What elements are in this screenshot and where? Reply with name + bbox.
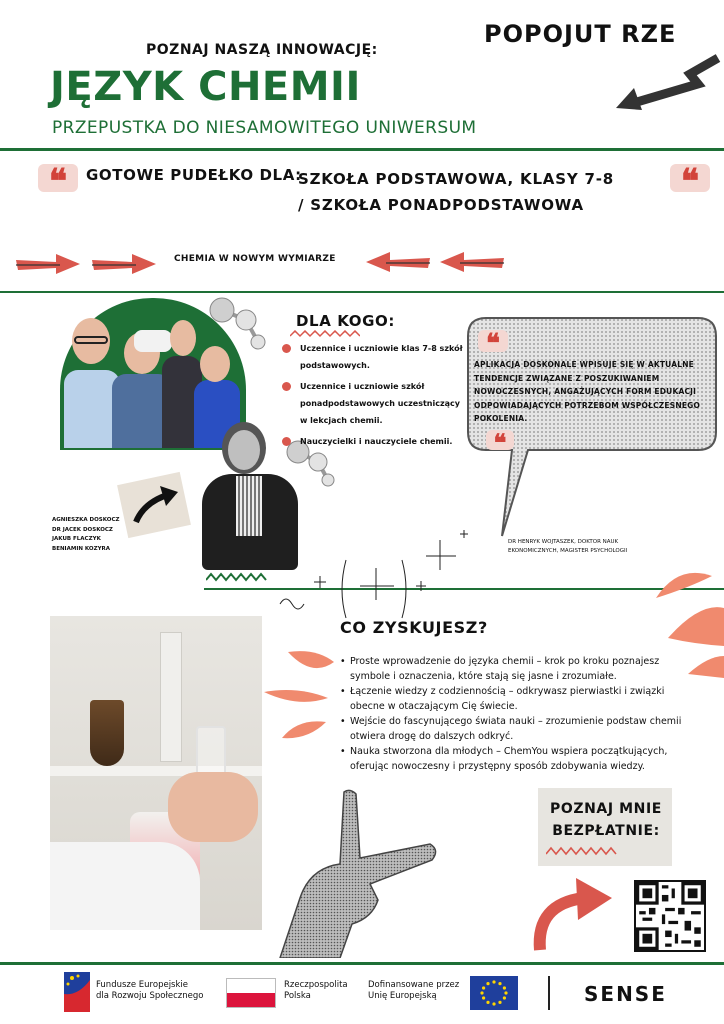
eu-funds-text bbox=[96, 980, 203, 1002]
audience-heading: DLA KOGO: bbox=[296, 312, 396, 330]
team-name: DR JACEK DOSKOCZ bbox=[52, 526, 113, 533]
eu-cofunded-line1: Dofinansowane przez bbox=[368, 980, 460, 990]
audience-list bbox=[282, 340, 466, 454]
decorative-shapes bbox=[264, 648, 336, 740]
sense-logo: SENSE bbox=[584, 982, 667, 1006]
brand-logo: POPOJUТ RZE bbox=[484, 20, 677, 48]
zigzag-arrow-icon bbox=[612, 50, 722, 112]
cta-line2: BEZPŁATNIE: bbox=[552, 823, 660, 839]
curved-arrow-icon bbox=[130, 482, 180, 528]
curved-arrow-icon bbox=[530, 870, 614, 954]
quote-close-icon: ❝ bbox=[486, 430, 514, 450]
quote-left-icon: ❝ bbox=[38, 164, 78, 192]
arrow-right-icon bbox=[16, 252, 80, 276]
page-title: JĘZYK CHEMII bbox=[50, 64, 361, 110]
squiggle-icon bbox=[290, 330, 360, 338]
page-subtitle: PRZEPUSTKA DO NIESAMOWITEGO UNIWERSUM bbox=[52, 118, 477, 138]
header-divider bbox=[0, 148, 724, 151]
poland-text bbox=[284, 980, 348, 1002]
expert-credit: DR HENRYK WOJTASZEK, DOKTOR NAUK EKONOMICZNYCH, MAGISTER PSYCHOLOGII bbox=[508, 539, 628, 554]
header-kicker: POZNAJ NASZĄ INNOWACJĘ: bbox=[146, 42, 378, 58]
benefit-item: • Wejście do fascynującego świata nauki – zrozumienie podstaw chemii otwiera drogę do dalszych odkryć. bbox=[340, 714, 686, 744]
poland-flag-icon bbox=[226, 978, 276, 1008]
team-name: AGNIESZKA DOSKOCZ bbox=[52, 517, 120, 523]
team-names bbox=[52, 516, 119, 554]
audience-item: Nauczycielki i nauczyciele chemii. bbox=[282, 433, 466, 450]
box-audience-line1: SZKOŁA PODSTAWOWA, KLASY 7-8 bbox=[298, 170, 614, 188]
expert-quote: APLIKACJA DOSKONALE WPISUJE SIĘ W AKTUALNE TENDENCJE ZWIĄZANE Z POSZUKIWANIEM NOWOCZESNYCH, ANGAŻUJĄCYCH FORM EDUKACJI ODPOWIADAJĄCYCH POTRZEBOM WSPÓŁCZESNEGO POKOLENIA. bbox=[474, 360, 701, 423]
footer-separator bbox=[548, 976, 550, 1010]
cta-line1: POZNAJ MNIE bbox=[550, 801, 662, 817]
team-name: BENIAMIN KOZYRA bbox=[52, 545, 111, 552]
benefits-list bbox=[340, 654, 686, 774]
box-audience bbox=[298, 166, 614, 218]
tagline: CHEMIA W NOWYM WYMIARZE bbox=[174, 254, 336, 264]
quote-right-icon: ❝ bbox=[670, 164, 710, 192]
cta-heading bbox=[546, 798, 666, 842]
molecule-icon bbox=[206, 292, 270, 350]
eu-flag-icon bbox=[470, 976, 518, 1010]
eu-cofunded-line2: Unię Europejską bbox=[368, 991, 437, 1001]
benefit-item: • Proste wprowadzenie do języka chemii – krok po kroku poznajesz symbole i oznaczenia, które stają się jasne i zrozumiałe. bbox=[340, 654, 686, 684]
arrow-left-icon bbox=[366, 250, 430, 274]
benefit-item: • Łączenie wiedzy z codziennością – odkrywasz pierwiastki i związki obecne w otaczającym Cię świecie. bbox=[340, 684, 686, 714]
benefits-heading: CO ZYSKUJESZ? bbox=[340, 618, 488, 637]
qr-code[interactable] bbox=[634, 880, 706, 952]
qr-code-icon bbox=[636, 882, 704, 950]
chemistry-formula-drawing bbox=[276, 520, 486, 620]
section-divider bbox=[0, 291, 724, 293]
flask-photo bbox=[50, 616, 262, 930]
audience-item: Uczennice i uczniowie klas 7-8 szkół podstawowych. bbox=[282, 340, 466, 374]
eu-funds-line1: Fundusze Europejskie bbox=[96, 980, 188, 990]
poland-line2: Polska bbox=[284, 991, 311, 1001]
quote-open-icon: ❝ bbox=[478, 330, 508, 352]
squiggle-icon bbox=[206, 572, 270, 584]
benefit-item: • Nauka stworzona dla młodych – ChemYou wspiera początkujących, oferując nowoczesny i przystępny sposób zdobywania wiedzy. bbox=[340, 744, 686, 774]
team-name: JAKUB FLACZYK bbox=[52, 536, 101, 542]
poland-line1: Rzeczpospolita bbox=[284, 980, 348, 990]
box-audience-line2: / SZKOŁA PONADPODSTAWOWA bbox=[298, 196, 584, 214]
squiggle-icon bbox=[546, 846, 626, 856]
eu-funds-logo-icon bbox=[64, 972, 90, 1012]
arrow-left-icon bbox=[440, 250, 504, 274]
eu-funds-line2: dla Rozwoju Społecznego bbox=[96, 991, 204, 1001]
box-label: GOTOWE PUDEŁKO DLA: bbox=[86, 166, 302, 184]
eu-cofunded-text bbox=[368, 980, 459, 1002]
pointing-hand-icon bbox=[240, 788, 440, 958]
audience-item: Uczennice i uczniowie szkół ponadpodstawowych uczestniczący w lekcjach chemii. bbox=[282, 378, 466, 429]
arrow-right-icon bbox=[92, 252, 156, 276]
footer-divider bbox=[0, 962, 724, 965]
